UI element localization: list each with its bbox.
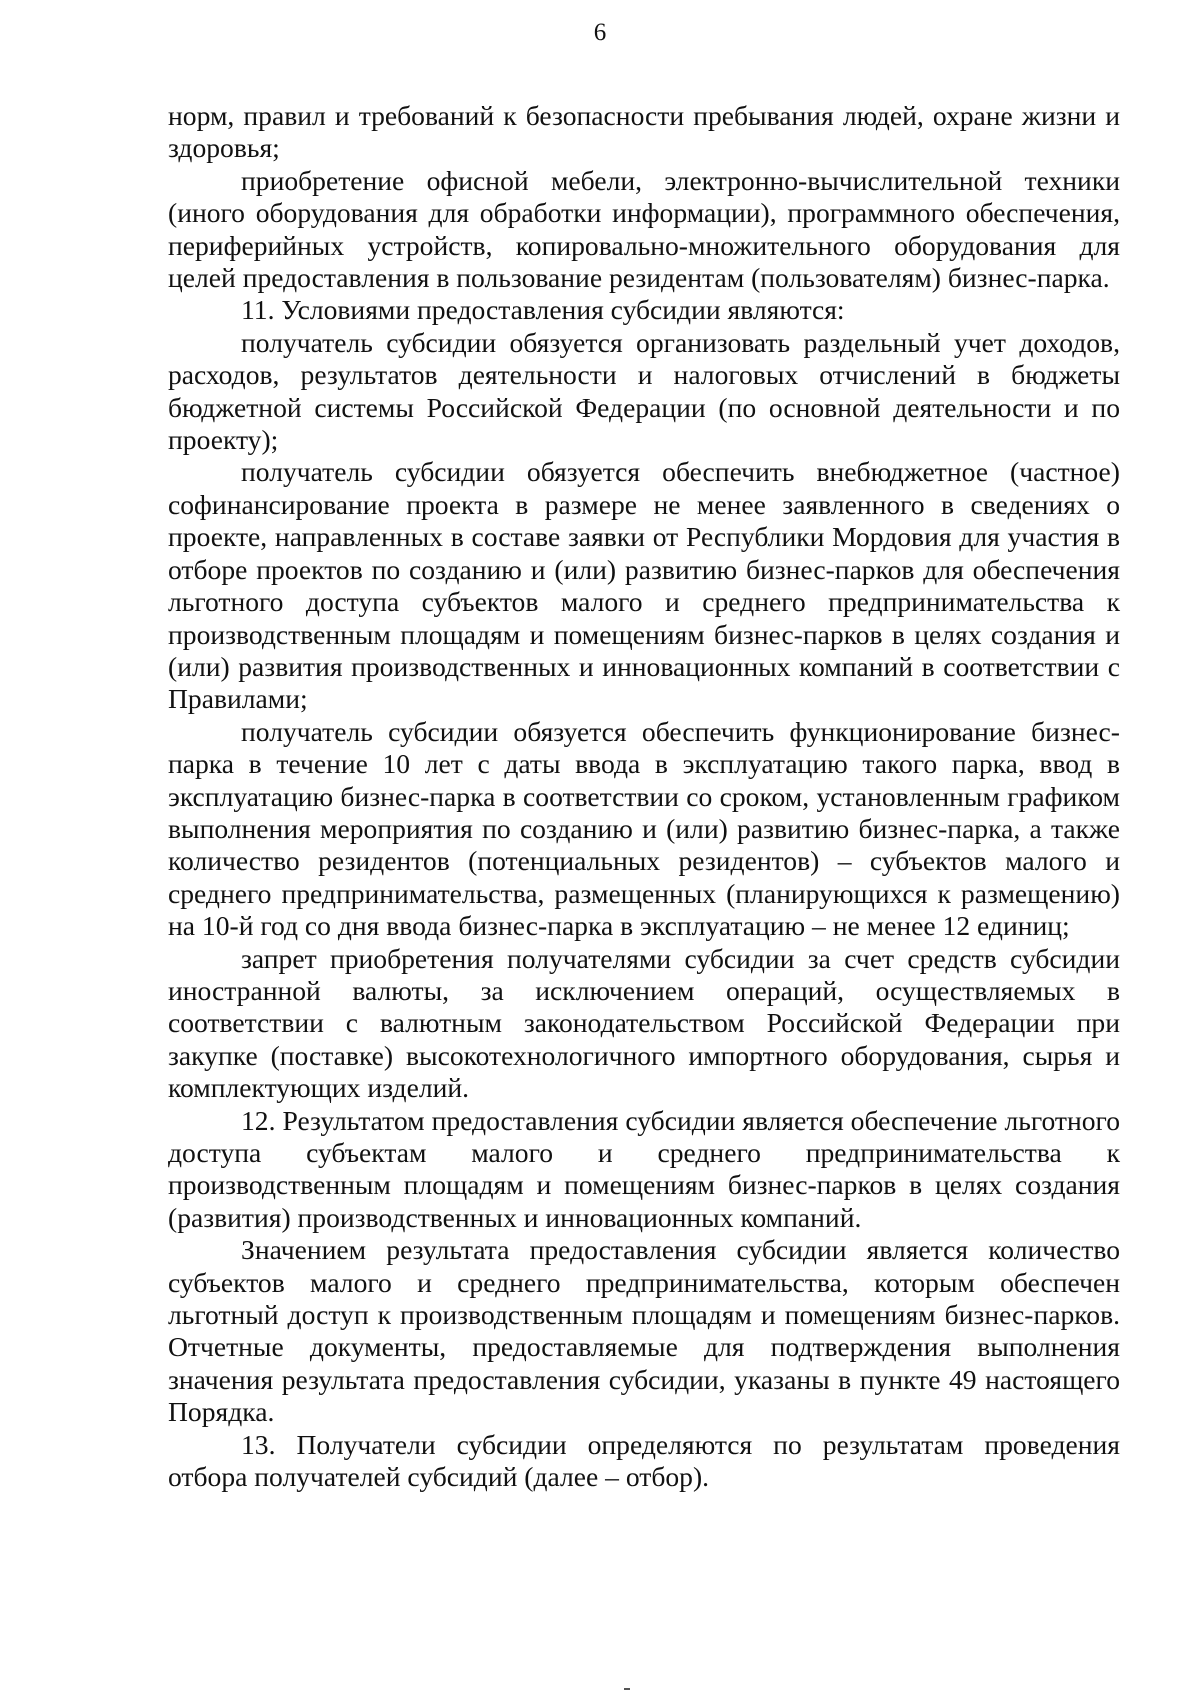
paragraph-cofinancing: получатель субсидии обязуется обеспечить внебюджетное (частное) софинансирование проекта в размере не менее заявленного в сведениях о проекте, направленных в составе заявки от Республики Мордовия для участия в отборе проектов по созданию и (или) развитию бизнес-парков для обеспечения льготного доступа субъектов малого и среднего предпринимательства к производственным площадям и помещениям бизнес-парков в целях создания и (или) развития производственных и инновационных компаний в соответствии с Правилами; <box>168 456 1120 715</box>
paragraph-clause-13-selection: 13. Получатели субсидии определяются по результатам проведения отбора получателей субсидий (далее – отбор). <box>168 1428 1120 1493</box>
paragraph-continuation: норм, правил и требований к безопасности пребывания людей, охране жизни и здоровья; <box>168 100 1120 164</box>
paragraph-office-equipment: приобретение офисной мебели, электронно-вычислительной техники (иного оборудования для обработки информации), программного обеспечения, периферийных устройств, копировально-множительного оборудования для целей предоставления в пользование резидентам (пользователям) бизнес-парка. <box>168 164 1120 294</box>
page-number: 6 <box>593 19 607 46</box>
document-body <box>168 100 1120 1493</box>
paragraph-result-value: Значением результата предоставления субсидии является количество субъектов малого и среднего предпринимательства, которым обеспечен льготный доступ к производственным площадям и помещениям бизнес-парков. Отчетные документы, предоставляемые для подтверждения выполнения значения результата предоставления субсидии, указаны в пункте 49 настоящего Порядка. <box>168 1234 1120 1428</box>
paragraph-clause-11-heading: 11. Условиями предоставления субсидии являются: <box>241 294 845 326</box>
paragraph-separate-accounting: получатель субсидии обязуется организовать раздельный учет доходов, расходов, результатов деятельности и налоговых отчислений в бюджеты бюджетной системы Российской Федерации (по основной деятельности и по проекту); <box>168 326 1120 456</box>
paragraph-currency-ban: запрет приобретения получателями субсидии за счет средств субсидии иностранной валюты, за исключением операций, осуществляемых в соответствии с валютным законодательством Российской Федерации при закупке (поставке) высокотехнологичного импортного оборудования, сырья и комплектующих изделий. <box>168 942 1120 1104</box>
paragraph-clause-12-result: 12. Результатом предоставления субсидии является обеспечение льготного доступа субъектам малого и среднего предпринимательства к производственным площадям и помещениям бизнес-парков в целях создания (развития) производственных и инновационных компаний. <box>168 1104 1120 1233</box>
scan-mark <box>624 1688 630 1690</box>
paragraph-business-park-operation: получатель субсидии обязуется обеспечить функционирование бизнес-парка в течение 10 лет с даты ввода в эксплуатацию такого парка, ввод в эксплуатацию бизнес-парка в соответствии со сроком, установленным графиком выполнения мероприятия по созданию и (или) развитию бизнес-парка, а также количество резидентов (потенциальных резидентов) – субъектов малого и среднего предпринимательства, размещенных (планирующихся к размещению) на 10-й год со дня ввода бизнес-парка в эксплуатацию – не менее 12 единиц; <box>168 715 1120 942</box>
